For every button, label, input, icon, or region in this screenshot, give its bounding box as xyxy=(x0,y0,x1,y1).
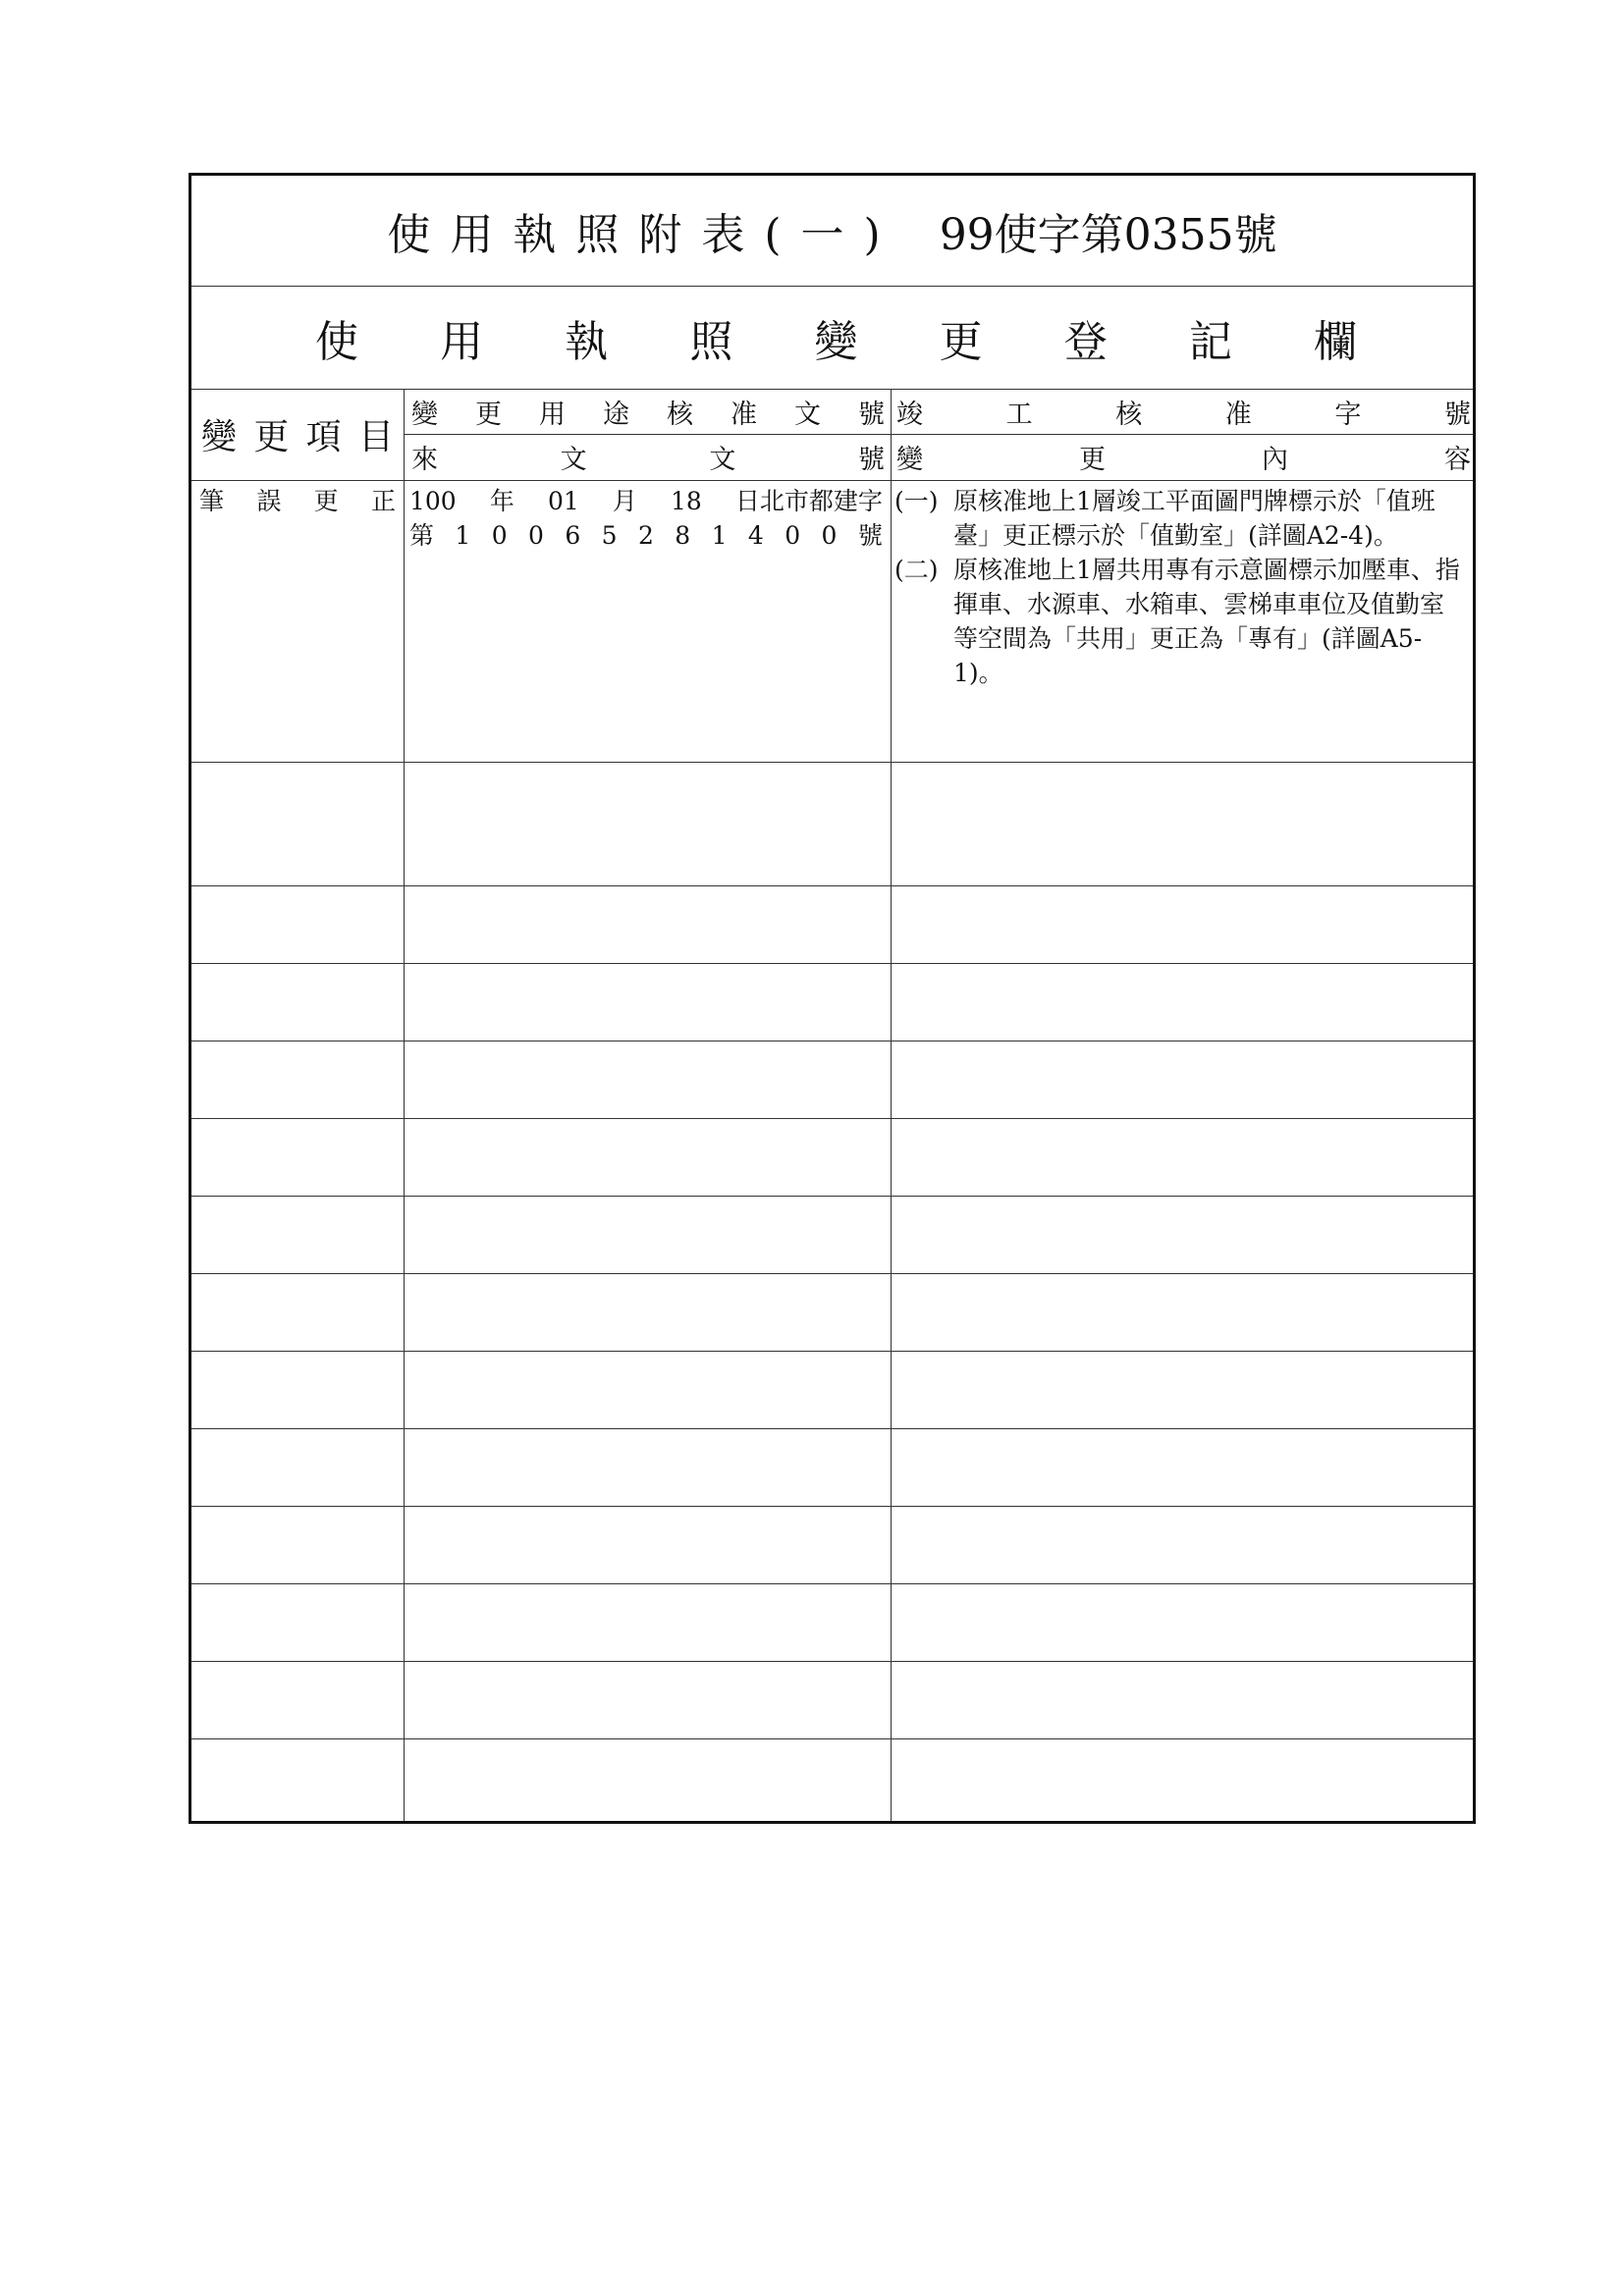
text-fragment: 准 xyxy=(731,399,757,430)
section-title xyxy=(191,286,1473,389)
section-title-char: 執 xyxy=(565,316,609,367)
section-title-char: 變 xyxy=(814,316,858,367)
header-completion-approval-no xyxy=(896,389,1471,434)
row-divider xyxy=(191,1351,1473,1352)
license-change-table xyxy=(189,173,1476,1824)
row-divider xyxy=(191,1583,1473,1584)
text-fragment: 原核准地上1層共用專有示意圖標示加壓車、指揮車、水源車、水箱車、雲梯車車位及值勤室等空間為「共用」更正為「專有」(詳圖A5-1)。 xyxy=(953,556,1460,687)
section-title-char: 更 xyxy=(939,316,983,367)
text-fragment: 誤 xyxy=(256,487,282,515)
text-fragment: 第 xyxy=(409,521,435,550)
text-fragment: 核 xyxy=(667,399,693,430)
text-fragment: 文 xyxy=(794,399,821,430)
text-fragment: 更 xyxy=(313,487,339,515)
text-fragment: 更 xyxy=(253,417,290,457)
text-fragment: 准 xyxy=(1224,399,1252,430)
content-item xyxy=(894,484,1469,553)
entry-doc-no-cell xyxy=(404,480,891,762)
header-change-use-doc-no xyxy=(411,389,885,434)
row-divider xyxy=(191,1273,1473,1274)
text-fragment: 核 xyxy=(1115,399,1143,430)
row-divider xyxy=(191,1506,1473,1507)
text-fragment: 4 xyxy=(747,521,764,550)
text-fragment: 原核准地上1層竣工平面圖門牌標示於「值班臺」更正標示於「值勤室」(詳圖A2-4)。 xyxy=(953,487,1435,550)
row-divider xyxy=(191,1428,1473,1429)
text-fragment: 6 xyxy=(565,521,581,550)
text-fragment: 0 xyxy=(491,521,508,550)
text-fragment: 變 xyxy=(411,399,438,430)
text-fragment: 文 xyxy=(560,445,587,475)
text-fragment: 0 xyxy=(821,521,838,550)
text-fragment: 工 xyxy=(1005,399,1033,430)
section-title-char: 用 xyxy=(440,316,484,367)
entry-content-cell xyxy=(891,480,1473,762)
row-divider xyxy=(191,1738,1473,1739)
text-fragment: 號 xyxy=(857,521,883,550)
text-fragment: 號 xyxy=(1443,399,1471,430)
header-change-content xyxy=(896,434,1471,480)
license-number: 99使字第0355號 xyxy=(939,210,1277,260)
content-item xyxy=(894,553,1469,690)
text-fragment: 內 xyxy=(1262,445,1288,475)
form-title-main: 使用執照附表(一) xyxy=(387,210,900,260)
row-divider xyxy=(191,1661,1473,1662)
text-fragment: 號 xyxy=(858,399,885,430)
text-fragment: 項 xyxy=(305,417,342,457)
text-fragment: 日北市都建字 xyxy=(734,487,883,515)
section-title-char: 登 xyxy=(1063,316,1108,367)
text-fragment: 筆 xyxy=(199,487,225,515)
text-fragment: 正 xyxy=(370,487,396,515)
header-change-item xyxy=(191,389,404,480)
text-fragment: 更 xyxy=(1079,445,1106,475)
text-fragment: 途 xyxy=(603,399,629,430)
section-title-char: 記 xyxy=(1188,316,1232,367)
row-divider xyxy=(191,762,1473,763)
text-fragment: 目 xyxy=(357,417,394,457)
text-fragment: 更 xyxy=(475,399,502,430)
entry-item xyxy=(199,484,396,518)
entry-doc-no xyxy=(409,484,883,553)
row-divider xyxy=(191,1196,1473,1197)
text-fragment: 8 xyxy=(675,521,691,550)
text-fragment: 變 xyxy=(896,445,923,475)
text-fragment: 號 xyxy=(857,445,885,475)
row-divider xyxy=(191,1118,1473,1119)
text-fragment: 年 xyxy=(489,487,514,515)
entry-content xyxy=(894,484,1469,690)
form-title xyxy=(191,176,1473,286)
text-fragment: 100 xyxy=(409,487,457,515)
text-fragment: 18 xyxy=(671,487,702,515)
text-fragment: 字 xyxy=(1334,399,1362,430)
text-fragment: 竣 xyxy=(896,399,923,430)
text-fragment: 文 xyxy=(709,445,736,475)
text-fragment: 來 xyxy=(411,445,438,475)
text-fragment: 2 xyxy=(637,521,654,550)
text-fragment: 0 xyxy=(785,521,801,550)
text-fragment: 用 xyxy=(539,399,566,430)
entry-item-cell xyxy=(191,480,404,762)
section-title-char: 照 xyxy=(689,316,733,367)
text-fragment: 容 xyxy=(1444,445,1471,475)
text-fragment: 變 xyxy=(201,417,238,457)
section-title-char: 欄 xyxy=(1314,316,1357,367)
text-fragment: 5 xyxy=(601,521,618,550)
text-fragment: (一) xyxy=(894,487,939,515)
text-fragment: 1 xyxy=(711,521,728,550)
header-incoming-doc-no xyxy=(411,434,885,480)
row-divider xyxy=(191,885,1473,886)
row-divider xyxy=(191,963,1473,964)
text-fragment: (二) xyxy=(894,556,939,584)
text-fragment: 1 xyxy=(455,521,471,550)
text-fragment: 01 xyxy=(547,487,579,515)
text-fragment: 月 xyxy=(612,487,637,515)
text-fragment: 0 xyxy=(528,521,544,550)
section-title-char: 使 xyxy=(315,316,358,367)
